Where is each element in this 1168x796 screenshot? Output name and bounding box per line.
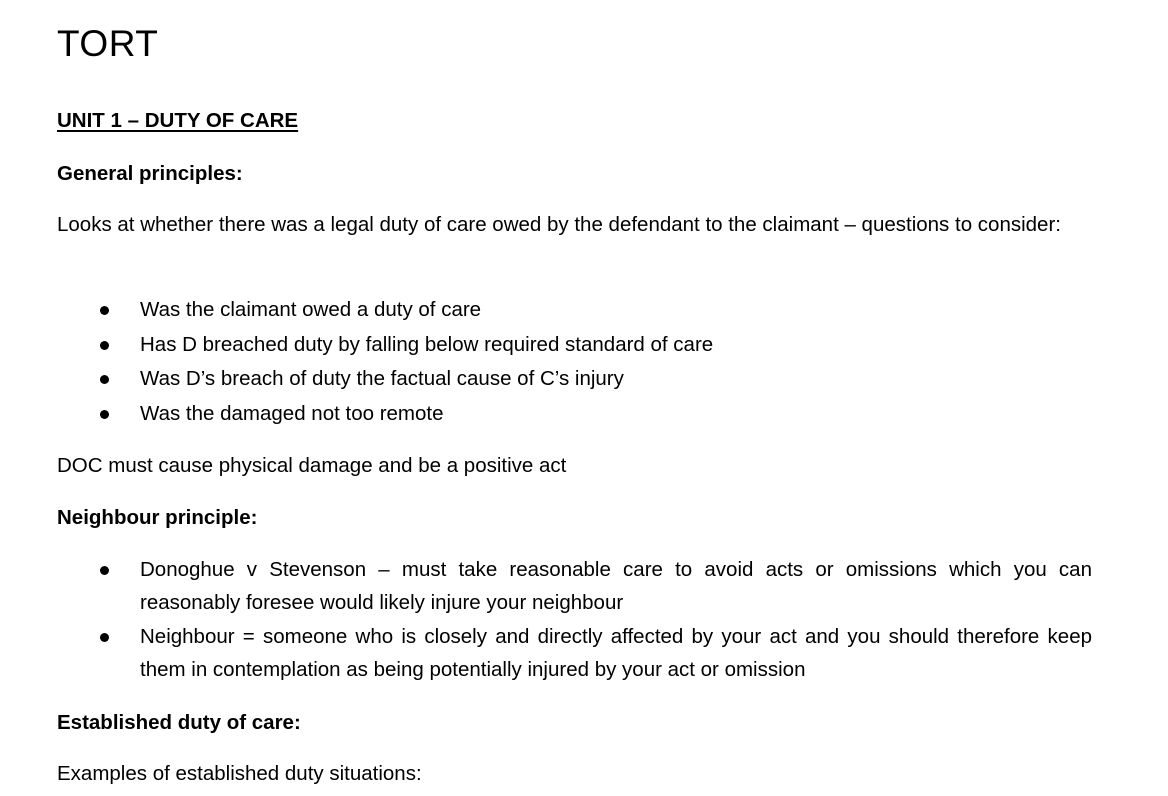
bullet-icon (100, 306, 109, 315)
doc-note: DOC must cause physical damage and be a positive act (57, 454, 567, 477)
general-principles-list (57, 293, 1092, 431)
general-principles-intro: Looks at whether there was a legal duty of care owed by the defendant to the claimant – questions to consider: (57, 213, 1061, 236)
established-duty-heading: Established duty of care: (57, 711, 301, 734)
unit-heading: UNIT 1 – DUTY OF CARE (57, 109, 299, 132)
neighbour-principle-heading: Neighbour principle: (57, 506, 258, 529)
list-item: Was the damaged not too remote (57, 397, 1092, 432)
list-item: Was D’s breach of duty the factual cause of C’s injury (57, 362, 1092, 397)
list-item: Was the claimant owed a duty of care (57, 293, 1092, 328)
bullet-icon (100, 566, 109, 575)
neighbour-principle-list (57, 553, 1092, 686)
established-duty-intro: Examples of established duty situations: (57, 762, 422, 785)
general-principles-heading: General principles: (57, 162, 243, 185)
bullet-icon (100, 375, 109, 384)
list-item: Neighbour = someone who is closely and directly affected by your act and you should therefore keep them in contemplation as being potentially injured by your act or omission (57, 620, 1092, 686)
bullet-icon (100, 410, 109, 419)
list-item: Donoghue v Stevenson – must take reasonable care to avoid acts or omissions which you can reasonably foresee would likely injure your neighbour (57, 553, 1092, 619)
bullet-icon (100, 341, 109, 350)
document-title: TORT (57, 23, 159, 64)
bullet-icon (100, 633, 109, 642)
list-item: Has D breached duty by falling below required standard of care (57, 328, 1092, 363)
